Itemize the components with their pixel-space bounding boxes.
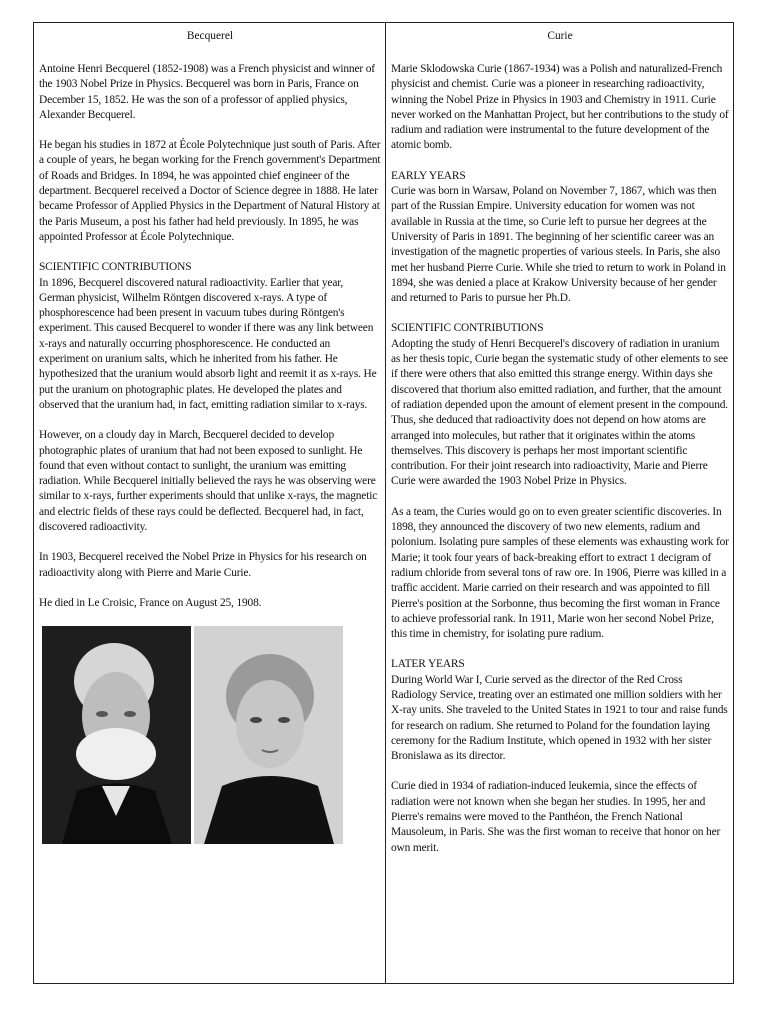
becquerel-career: He began his studies in 1872 at École Polytechnique just south of Paris. After a couple of years, he began working for the French government's Department of Roads and Bridges. In 1894, he was appointed chief engineer of the department. Becquerel received a Doctor of Science degree in 1888. He later became Professor of Applied Physics in the Department of Natural History at the Paris Museum, a post his father had held previously. In 1895, he was appointed Professor at École Polytechnique. (39, 139, 381, 243)
becquerel-cloudy-day: However, on a cloudy day in March, Becquerel decided to develop photographic plates of uranium that had not been exposed to sunlight. He found that even without contact to sunlight, the uranium was emitting radiation. While Becquerel initially believed the rays he was observing were similar to x-rays, further experiments should that unlike x-rays, the magnetic and electric fields of these rays could be deflected. Becquerel had, in fact, discovered radioactivity. (39, 429, 378, 534)
portrait-photos (42, 626, 381, 844)
becquerel-contributions-title: SCIENTIFIC CONTRIBUTIONS (39, 261, 192, 274)
comparison-table (33, 22, 734, 984)
curie-later-years-section (391, 657, 729, 764)
curie-intro: Marie Sklodowska Curie (1867-1934) was a Polish and naturalized-French physicist and chemist. Curie was a pioneer in researching radioactivity, winning the Nobel Prize in Physics in 1903 and Chemistry in 1911. Curie never worked on the Manhattan Project, but her contributions to the study of radium and radiation were instrumental to the future development of the atomic bomb. (391, 63, 729, 152)
becquerel-contributions-text: In 1896, Becquerel discovered natural radioactivity. Earlier that year, German physicist, Wilhelm Röntgen discovered x-rays. A type of phosphorescence had been present in vacuum tubes during Röntgen's experiment. This caused Becquerel to wonder if there was any link between x-rays and naturally occurring phosphorescence. He conducted an experiment on uranium salts, which he inherited from his father. He hypothesized that the uranium would absorb light and reemit it as x-rays. He put the uranium on photographic plates. He developed the plates and observed that the uranium had, in fact, emitting radiation similar to x-rays. (39, 276, 377, 411)
curie-column (386, 23, 733, 983)
curie-heading: Curie (547, 30, 573, 42)
curie-portrait (194, 626, 343, 844)
becquerel-death: He died in Le Croisic, France on August 25, 1908. (39, 596, 262, 609)
becquerel-intro: Antoine Henri Becquerel (1852-1908) was a French physicist and winner of the 1903 Nobel Prize in Physics. Becquerel was born in Paris, France on December 15, 1852. He was the son of a professor of applied physics, Alexander Becquerel. (39, 63, 375, 121)
curie-death: Curie died in 1934 of radiation-induced leukemia, since the effects of radiation were not known when she began her studies. In 1995, her and Pierre's remains were moved to the Panthéon, the French National Mausoleum, in Paris. She was the first woman to receive that honor on her own merit. (391, 780, 721, 854)
curie-contributions-title: SCIENTIFIC CONTRIBUTIONS (391, 322, 544, 335)
becquerel-portrait (42, 626, 191, 844)
curie-contributions-text: Adopting the study of Henri Becquerel's discovery of radiation in uranium as her thesis topic, Curie began the systematic study of other elements to see if there were others that also emitted this strange energy. Within days she discovered that thorium also emitted radiation, and further, that the amount of radiation depended upon the amount of element present in the compound. Thus, she deduced that radioactivity does not depend on how atoms are arranged into molecules, but rather that it originates within the atoms themselves. This discovery is perhaps her most important scientific contribution. For their joint research into radioactivity, Marie and Pierre Curie were awarded the 1903 Nobel Prize in Physics. (391, 337, 728, 488)
curie-contributions-section (391, 321, 729, 489)
becquerel-column (34, 23, 386, 983)
curie-early-years-section (391, 169, 729, 307)
curie-later-years-title: LATER YEARS (391, 658, 465, 671)
curie-early-years-title: EARLY YEARS (391, 169, 466, 182)
curie-team: As a team, the Curies would go on to even greater scientific discoveries. In 1898, they announced the discovery of two new elements, radium and polonium. Isolating pure samples of these elements was exhausting work for Marie; it took four years of back-breaking effort to extract 1 decigram of radium chloride from several tons of raw ore. In 1906, Pierre was killed in a traffic accident. Marie carried on their research and was appointed to fill Pierre's position at the Sorbonne, thus becoming the first woman in France to achieve professorial rank. In 1911, Marie won her second Nobel Prize, this time in chemistry, for isolating pure radium. (391, 505, 729, 641)
curie-later-years-text: During World War I, Curie served as the director of the Red Cross Radiology Service, treating over an estimated one million soldiers with her X-ray units. She traveled to the United States in 1921 to tour and raise funds for research on radium. She returned to Poland for the foundation laying ceremony for the Radium Institute, which opened in 1932 with her sister Bronislawa as its director. (391, 673, 728, 763)
becquerel-nobel: In 1903, Becquerel received the Nobel Prize in Physics for his research on radioactivity along with Pierre and Marie Curie. (39, 551, 367, 579)
becquerel-contributions-section (39, 260, 381, 413)
curie-early-years-text: Curie was born in Warsaw, Poland on November 7, 1867, which was then part of the Russian Empire. University education for women was not available in Russia at the time, so Curie left to pursue her degrees at the University of Paris in 1891. The beginning of her scientific career was an investigation of the magnetic properties of various steels. In Paris, she also met her husband Pierre Curie. While she tried to return to work in Poland in 1894, she was denied a place at Krakow University because of her gender and returned to Paris to pursue her Ph.D. (391, 185, 726, 305)
becquerel-heading: Becquerel (186, 30, 234, 42)
